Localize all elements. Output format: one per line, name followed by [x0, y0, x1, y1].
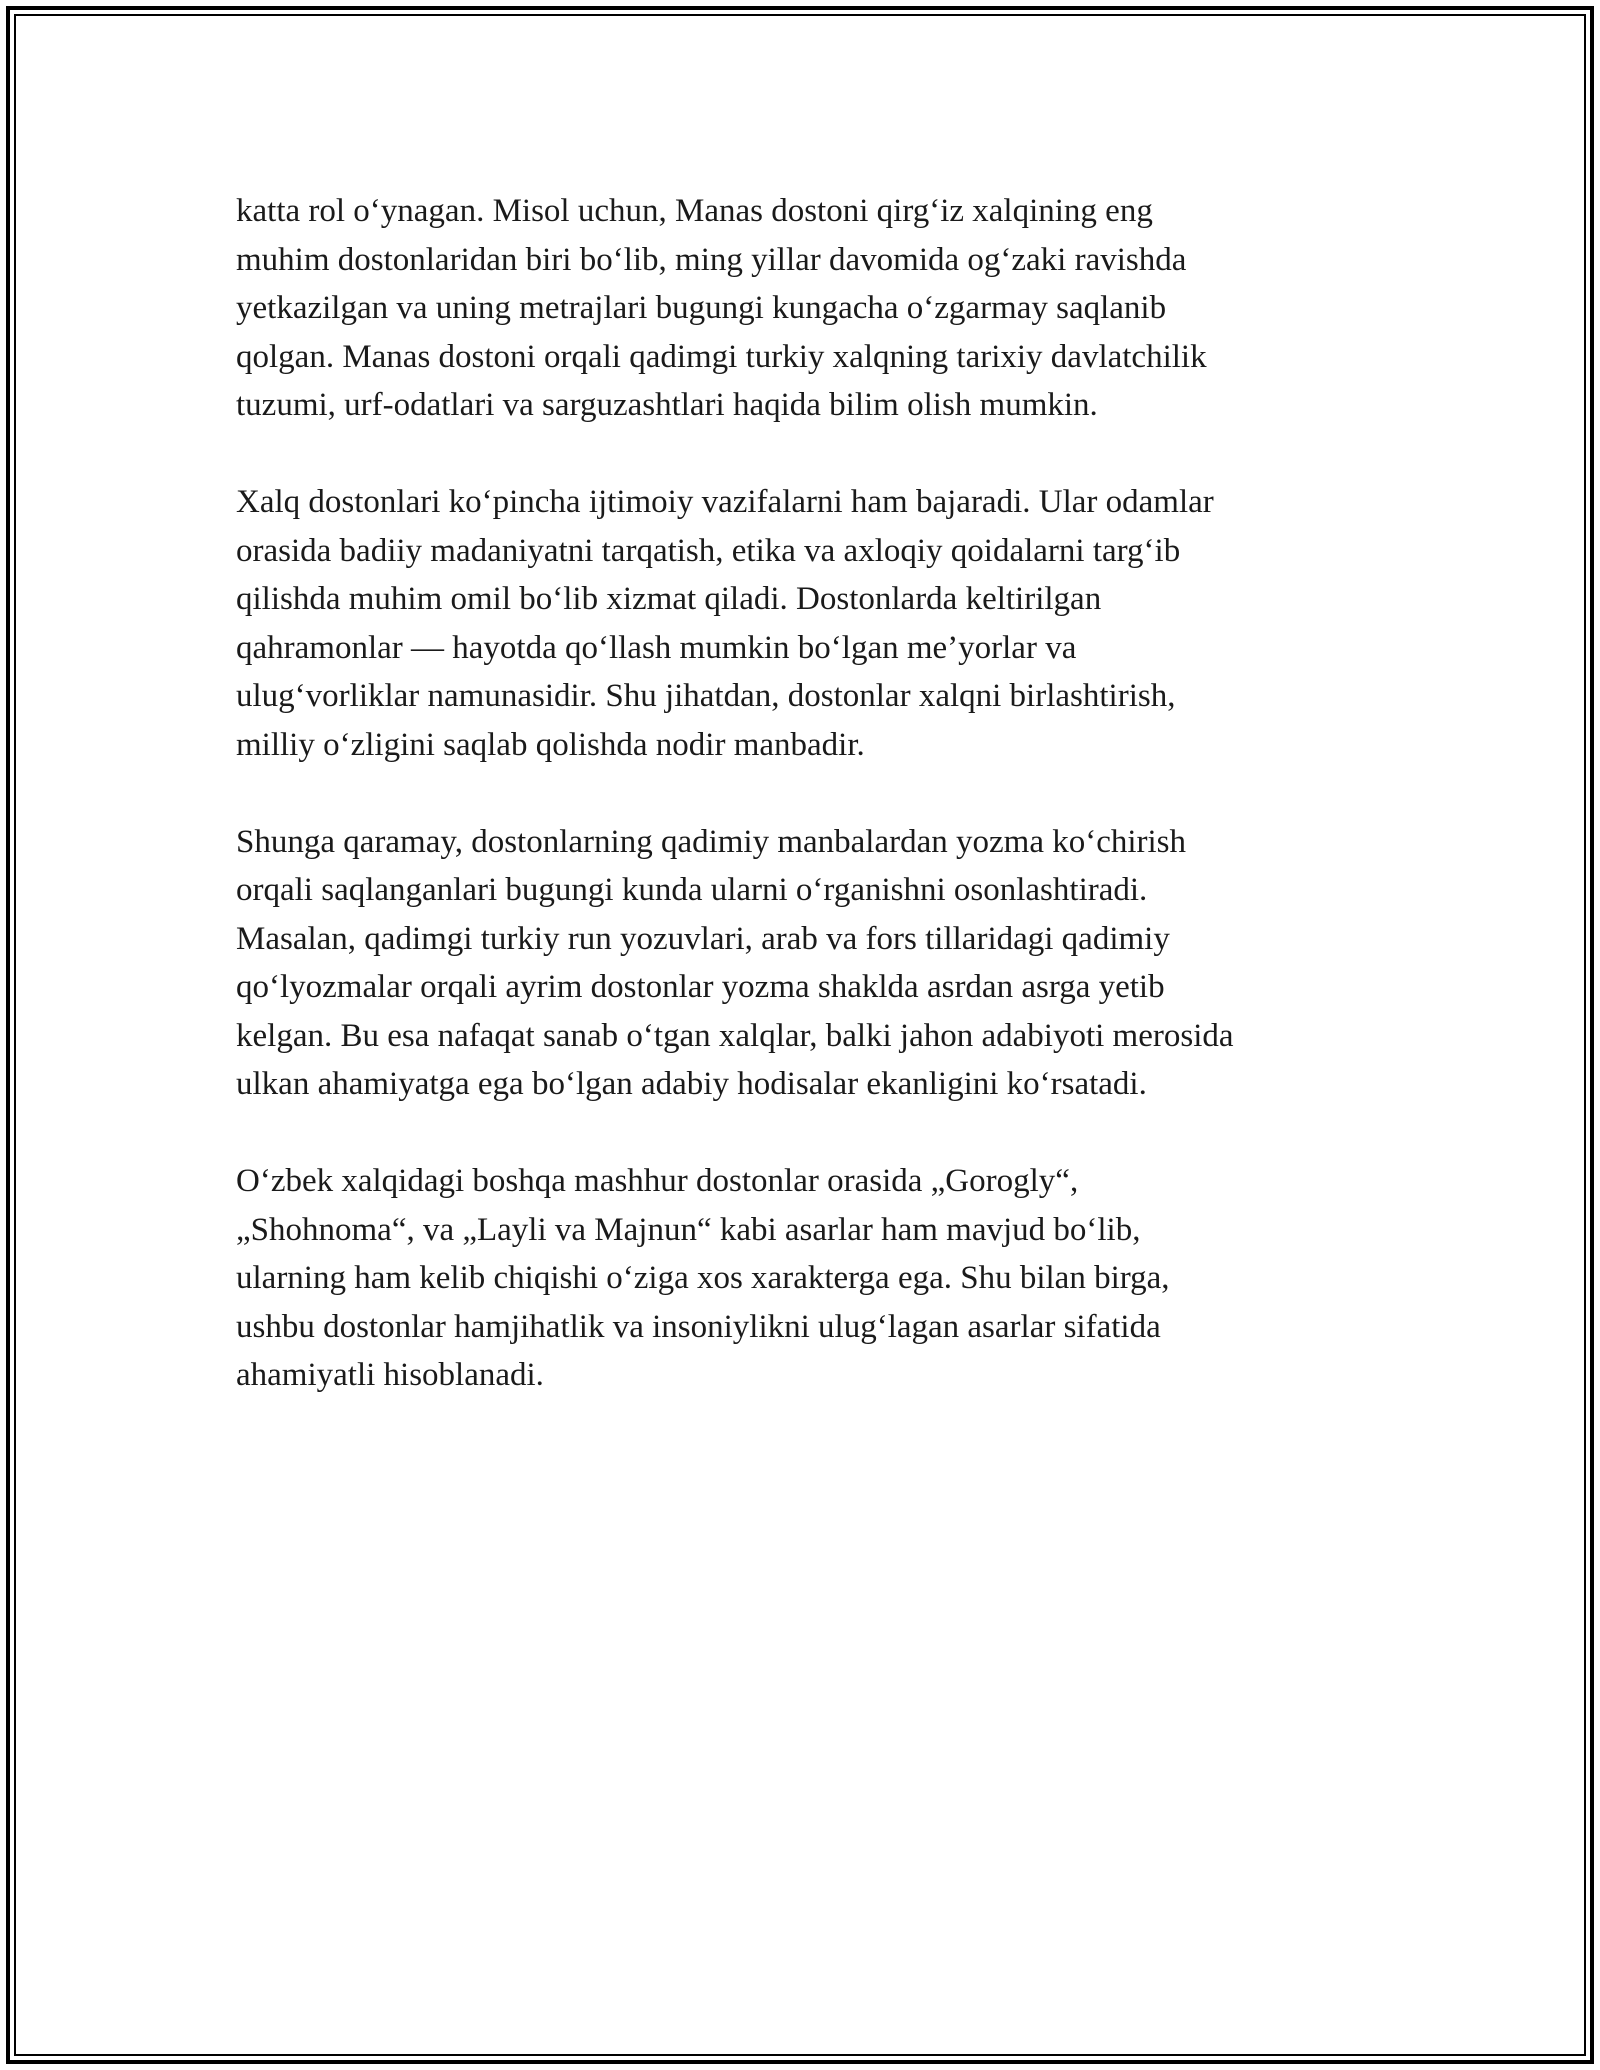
text-line: orasida badiiy madaniyatni tarqatish, etika va axloqiy qoidalarni targ‘ib	[236, 532, 1181, 569]
text-line: ushbu dostonlar hamjihatlik va insoniylikni ulug‘lagan asarlar sifatida	[236, 1308, 1161, 1345]
paragraph-3	[236, 818, 1386, 1109]
paragraph-2	[236, 478, 1386, 769]
paragraph-1	[236, 187, 1386, 430]
text-line: qahramonlar — hayotda qo‘llash mumkin bo‘lgan me’yorlar va	[236, 629, 1077, 666]
text-line: katta rol o‘ynagan. Misol uchun, Manas dostoni qirg‘iz xalqining eng	[236, 193, 1153, 229]
text-line: tuzumi, urf-odatlari va sarguzashtlari haqida bilim olish mumkin.	[236, 387, 1098, 423]
text-line: O‘zbek xalqidagi boshqa mashhur dostonlar orasida „Gorogly“,	[236, 1163, 1079, 1199]
document-body	[236, 187, 1386, 1448]
text-line: yetkazilgan va uning metrajlari bugungi kungacha o‘zgarmay saqlanib	[236, 290, 1167, 326]
text-line: orqali saqlanganlari bugungi kunda ularni o‘rganishni osonlashtiradi.	[236, 872, 1148, 908]
text-line: ahamiyatli hisoblanadi.	[236, 1357, 544, 1393]
text-line: Masalan, qadimgi turkiy run yozuvlari, arab va fors tillaridagi qadimiy	[236, 920, 1170, 957]
text-line: ularning ham kelib chiqishi o‘ziga xos xarakterga ega. Shu bilan birga,	[236, 1260, 1170, 1296]
text-line: ulkan ahamiyatga ega bo‘lgan adabiy hodisalar ekanligini ko‘rsatadi.	[236, 1066, 1147, 1102]
text-line: Xalq dostonlari ko‘pincha ijtimoiy vazifalarni ham bajaradi. Ular odamlar	[236, 484, 1214, 520]
text-line: kelgan. Bu esa nafaqat sanab o‘tgan xalqlar, balki jahon adabiyoti merosida	[236, 1017, 1234, 1054]
text-line: milliy o‘zligini saqlab qolishda nodir manbadir.	[236, 726, 865, 763]
text-line: „Shohnoma“, va „Layli va Majnun“ kabi asarlar ham mavjud bo‘lib,	[236, 1211, 1141, 1248]
text-line: qilishda muhim omil bo‘lib xizmat qiladi. Dostonlarda keltirilgan	[236, 581, 1102, 617]
text-line: muhim dostonlaridan biri bo‘lib, ming yillar davomida og‘zaki ravishda	[236, 241, 1187, 278]
text-line: qo‘lyozmalar orqali ayrim dostonlar yozma shaklda asrdan asrga yetib	[236, 969, 1165, 1005]
text-line: Shunga qaramay, dostonlarning qadimiy manbalardan yozma ko‘chirish	[236, 823, 1187, 860]
text-line: ulug‘vorliklar namunasidir. Shu jihatdan, dostonlar xalqni birlashtirish,	[236, 678, 1176, 714]
paragraph-4	[236, 1157, 1386, 1400]
text-line: qolgan. Manas dostoni orqali qadimgi turkiy xalqning tarixiy davlatchilik	[236, 338, 1207, 375]
